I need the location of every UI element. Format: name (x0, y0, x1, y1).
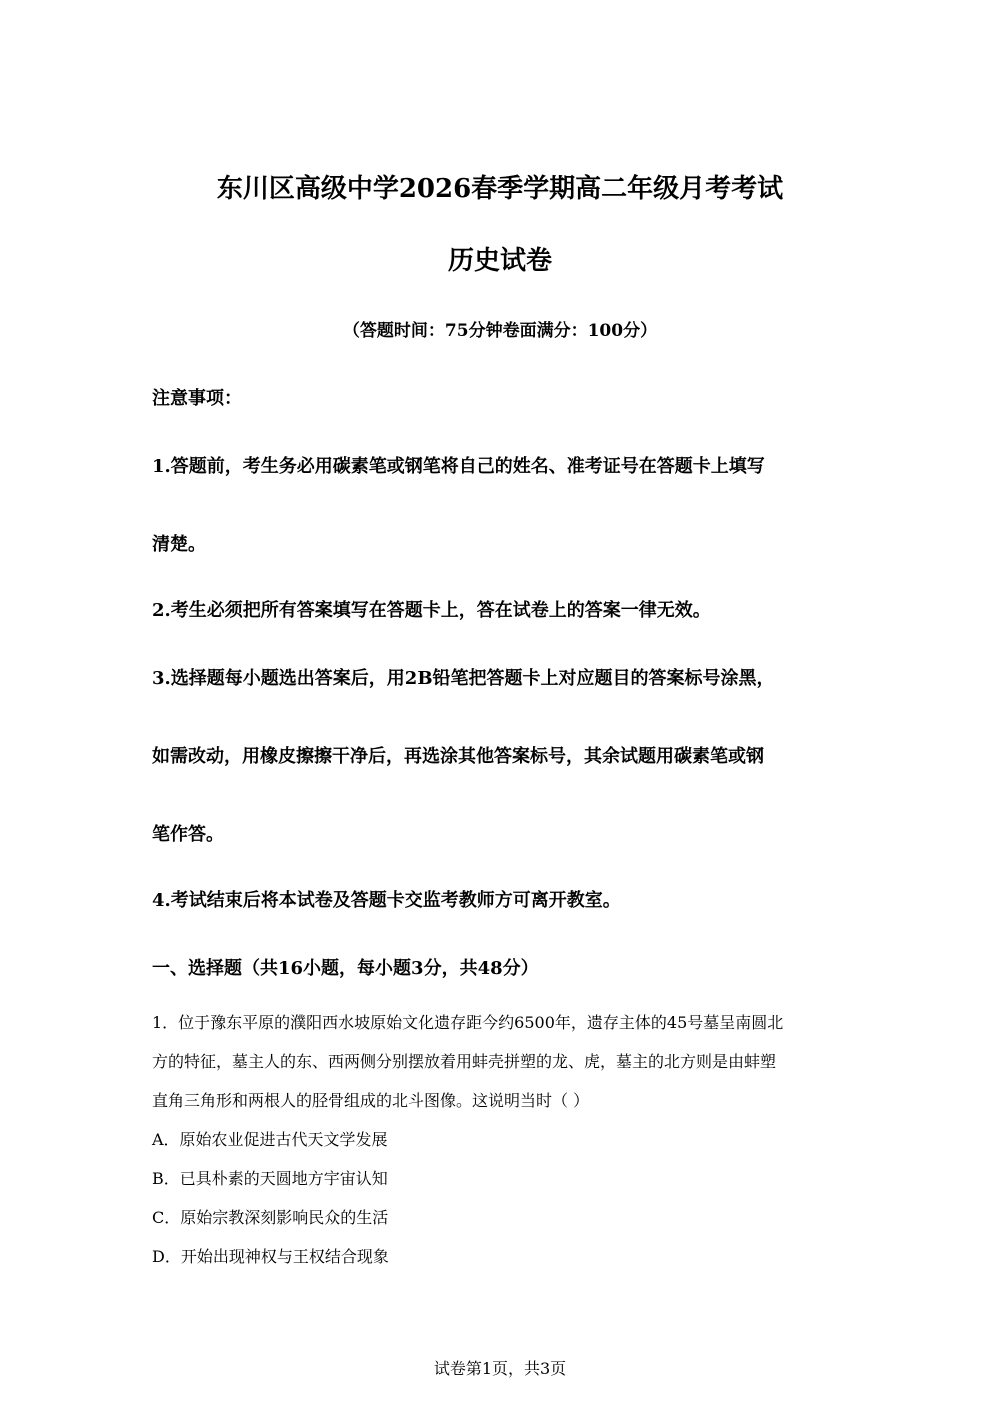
page-footer: 试卷第1页，共3页 (433, 1359, 567, 1378)
notice-line-1: 1.答题前，考生务必用碳素笔或钢笔将自己的姓名、准考证号在答题卡上填写 (152, 456, 765, 477)
section-heading: 一、选择题（共16小题，每小题3分，共48分） (152, 958, 539, 979)
notice-line-2: 清楚。 (152, 534, 206, 555)
question-1-option-a: A．原始农业促进古代天文学发展 (152, 1130, 388, 1149)
question-1-option-c: C．原始宗教深刻影响民众的生活 (152, 1208, 389, 1227)
exam-info: （答题时间：75分钟卷面满分：100分） (342, 321, 658, 341)
question-1-line-1: 1．位于豫东平原的濮阳西水坡原始文化遗存距今约6500年，遗存主体的45号墓呈南圆北 (152, 1013, 784, 1032)
notice-line-5: 如需改动，用橡皮擦擦干净后，再选涂其他答案标号，其余试题用碳素笔或钢 (152, 746, 764, 767)
question-1-option-b: B．已具朴素的天圆地方宇宙认知 (152, 1169, 388, 1188)
notice-heading: 注意事项： (152, 388, 242, 409)
notice-line-3: 2.考生必须把所有答案填写在答题卡上，答在试卷上的答案一律无效。 (152, 600, 711, 621)
exam-title: 东川区高级中学2026春季学期高二年级月考考试 (216, 174, 784, 204)
subject-title: 历史试卷 (447, 246, 552, 276)
question-1-option-d: D．开始出现神权与王权结合现象 (152, 1247, 389, 1266)
notice-line-7: 4.考试结束后将本试卷及答题卡交监考教师方可离开教室。 (152, 890, 621, 911)
notice-line-6: 笔作答。 (152, 824, 224, 845)
question-1-line-3: 直角三角形和两根人的胫骨组成的北斗图像。这说明当时（ ） (152, 1091, 590, 1110)
question-1-line-2: 方的特征，墓主人的东、西两侧分别摆放着用蚌壳拼塑的龙、虎，墓主的北方则是由蚌塑 (152, 1052, 777, 1071)
notice-line-4: 3.选择题每小题选出答案后，用2B铅笔把答题卡上对应题目的答案标号涂黑， (152, 668, 775, 689)
